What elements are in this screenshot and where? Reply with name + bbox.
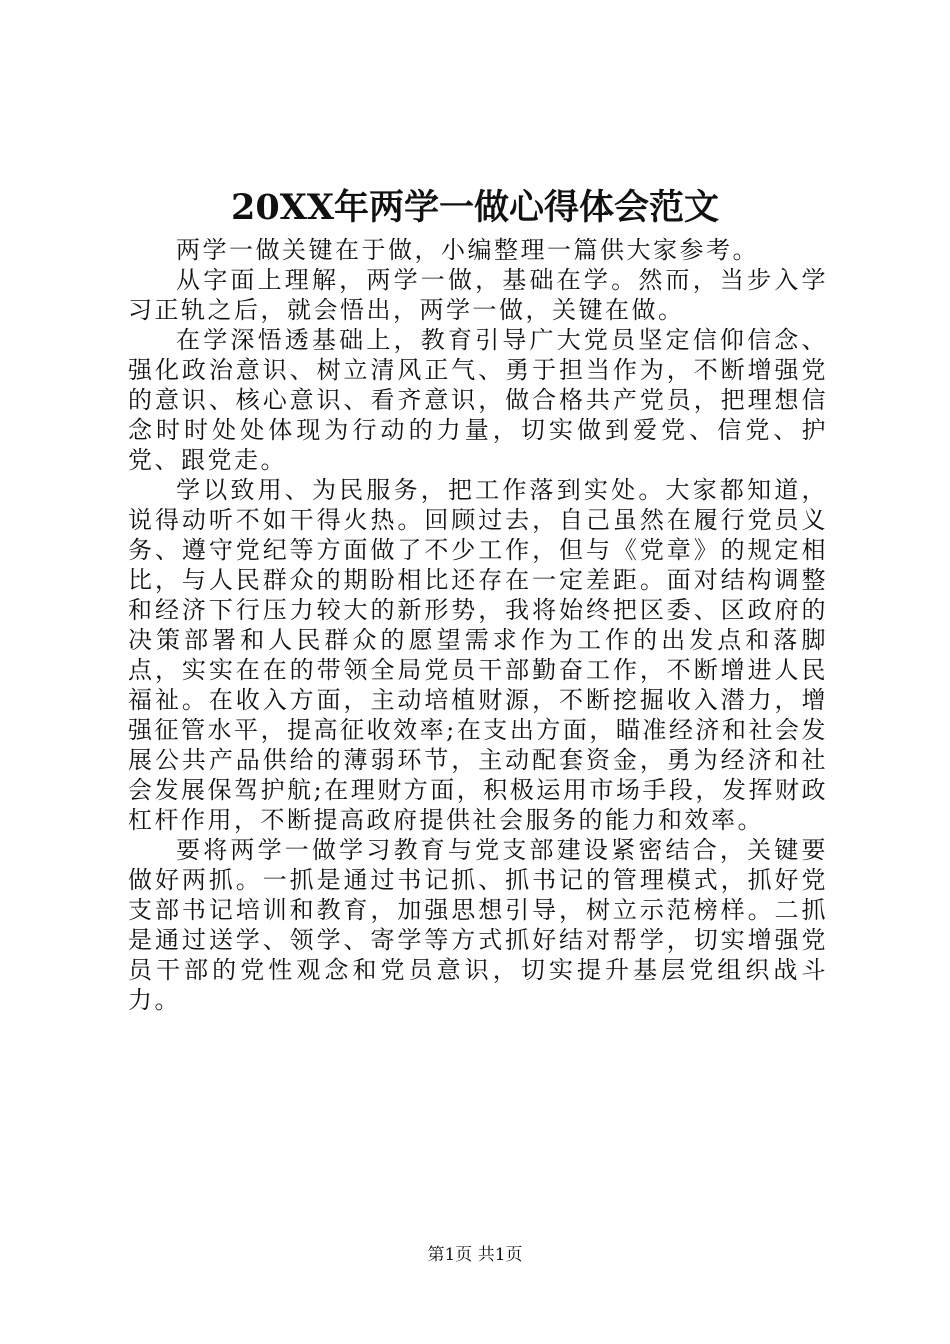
paragraph: 学以致用、为民服务，把工作落到实处。大家都知道，说得动听不如干得火热。回顾过去，自己虽然在履行党员义务、遵守党纪等方面做了不少工作，但与《党章》的规定相比，与人民群众的期盼相比还存在一定差距。面对结构调整和经济下行压力较大的新形势，我将始终把区委、区政府的决策部署和人民群众的愿望需求作为工作的出发点和落脚点，实实在在的带领全局党员干部勤奋工作，不断增进人民福祉。在收入方面，主动培植财源，不断挖掘收入潜力，增强征管水平，提高征收效率;在支出方面，瞄准经济和社会发展公共产品供给的薄弱环节，主动配套资金，勇为经济和社会发展保驾护航;在理财方面，积极运用市场手段，发挥财政杠杆作用，不断提高政府提供社会服务的能力和效率。	[128, 476, 828, 834]
paragraph: 两学一做关键在于做，小编整理一篇供大家参考。	[176, 236, 759, 264]
document-title: 20XX年两学一做心得体会范文	[230, 187, 720, 228]
paragraph: 从字面上理解，两学一做，基础在学。然而，当步入学习正轨之后，就会悟出，两学一做，关键在做。	[128, 266, 828, 324]
page-footer	[0, 1242, 950, 1268]
document-body	[128, 235, 828, 1015]
page-number: 第1页 共1页	[427, 1245, 523, 1265]
paragraph: 要将两学一做学习教育与党支部建设紧密结合，关键要做好两抓。一抓是通过书记抓、抓书记的管理模式，抓好党支部书记培训和教育，加强思想引导，树立示范榜样。二抓是通过送学、领学、寄学等方式抓好结对帮学，切实增强党员干部的党性观念和党员意识，切实提升基层党组织战斗力。	[128, 836, 828, 1014]
paragraph: 在学深悟透基础上，教育引导广大党员坚定信仰信念、强化政治意识、树立清风正气、勇于担当作为，不断增强党的意识、核心意识、看齐意识，做合格共产党员，把理想信念时时处处体现为行动的力量，切实做到爱党、信党、护党、跟党走。	[128, 326, 828, 474]
